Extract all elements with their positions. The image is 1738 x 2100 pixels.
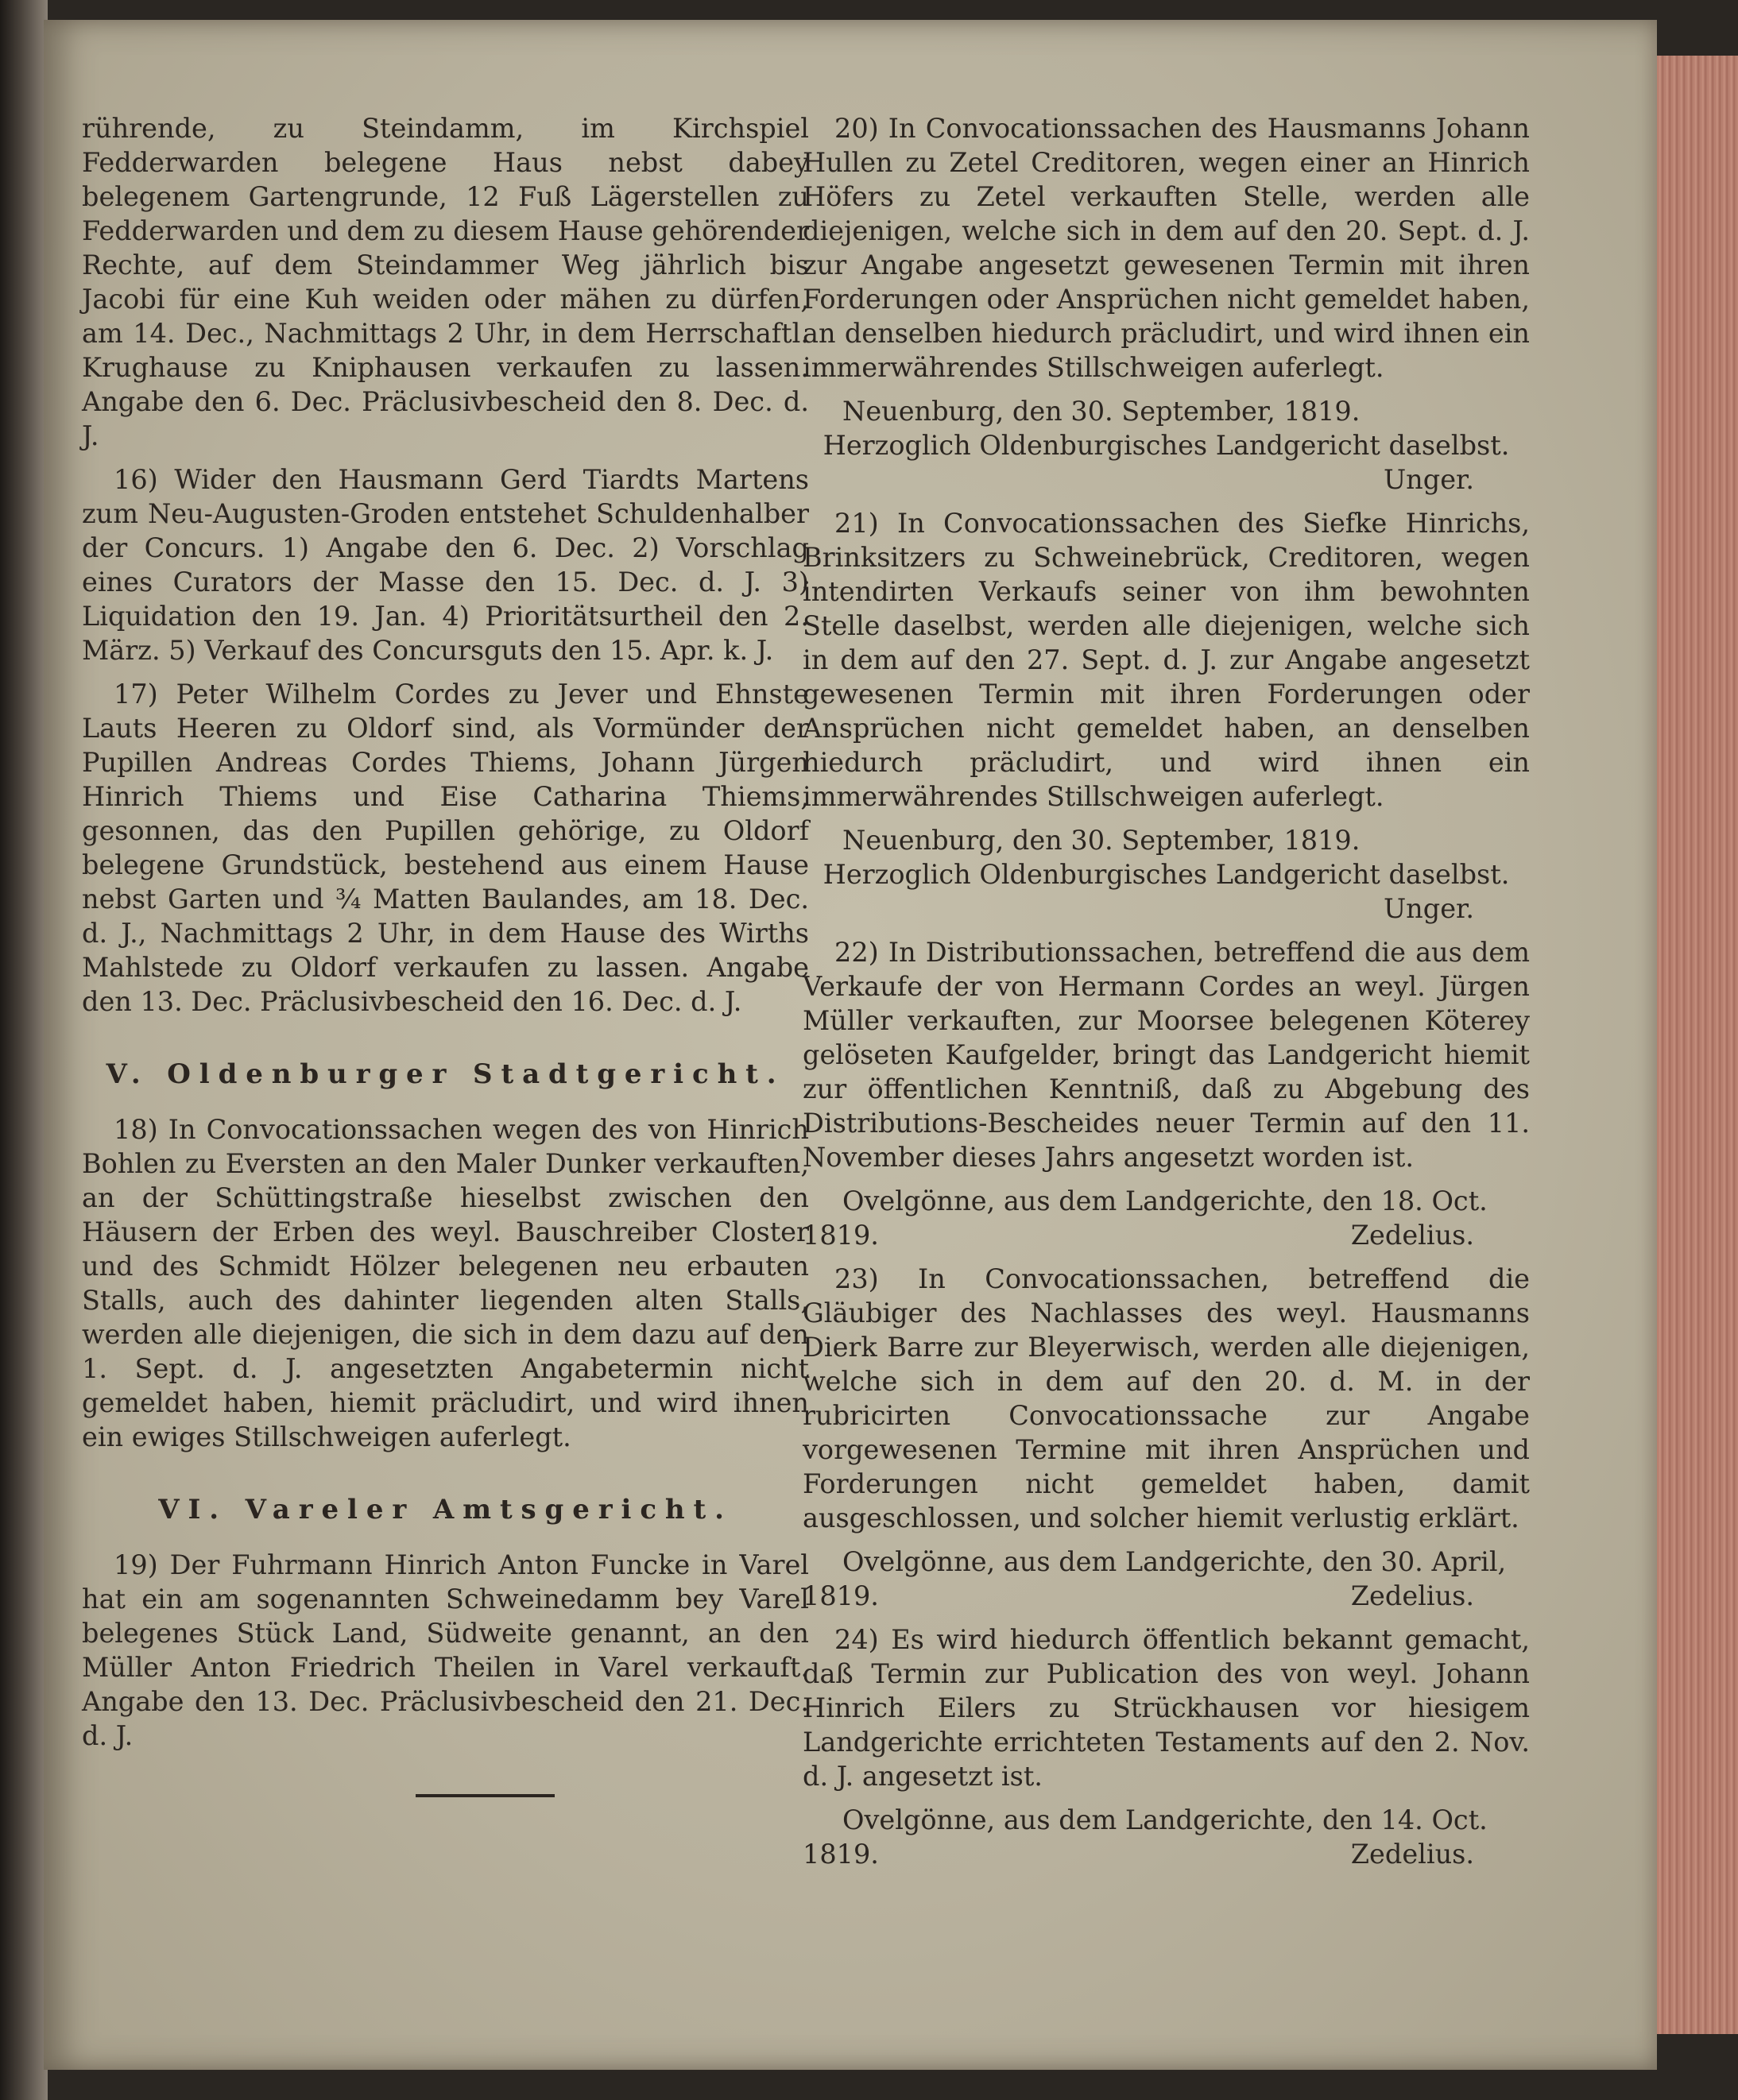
notice-22-year-signature	[803, 1218, 1530, 1252]
notice-23-place-date: Ovelgönne, aus dem Landgerichte, den 30. April,	[842, 1546, 1507, 1577]
section-heading-vi: VI. Vareler Amtsgericht.	[158, 1494, 733, 1526]
notice-17: 17) Peter Wilhelm Cordes zu Jever und Ehnste Lauts Heeren zu Oldorf sind, als Vormünder der Pupillen Andreas Cordes Thiems, Johann Jürgen Hinrich Thiems und Eise Catharina Thiems, gesonnen, das den Pupillen gehörige, zu Oldorf belegene Grundstück, bestehend aus einem Hause nebst Garten und ¾ Matten Baulandes, am 18. Dec. d. J., Nachmittags 2 Uhr, in dem Hause des Wirths Mahlstede zu Oldorf verkaufen zu lassen. Angabe den 13. Dec. Präclusivbescheid den 16. Dec. d. J.	[82, 679, 809, 1017]
notice-22-signature: Zedelius.	[1350, 1220, 1474, 1251]
notice-16: 16) Wider den Hausmann Gerd Tiardts Martens zum Neu-Augusten-Groden entstehet Schuldenhalber der Concurs. 1) Angabe den 6. Dec. 2) Vorschlag eines Curators der Masse den 15. Dec. d. J. 3) Liquidation den 19. Jan. 4) Prioritätsurtheil den 2. März. 5) Verkauf des Concursguts den 15. Apr. k. J.	[82, 464, 809, 666]
notice-20-court: Herzoglich Oldenburgisches Landgericht daselbst.	[823, 430, 1510, 461]
notice-20-signature: Unger.	[1383, 464, 1474, 495]
left-page-gutter	[0, 0, 48, 2100]
notice-19: 19) Der Fuhrmann Hinrich Anton Funcke in Varel hat ein am sogenannten Schweinedamm bey Varel belegenes Stück Land, Südweite genannt, an den Müller Anton Friedrich Theilen in Varel verkauft. Angabe den 13. Dec. Präclusivbescheid den 21. Dec. d. J.	[82, 1549, 809, 1751]
notice-21-signature: Unger.	[1383, 893, 1474, 924]
notice-23-signature: Zedelius.	[1350, 1580, 1474, 1611]
notice-23-year: 1819.	[803, 1580, 879, 1611]
document-page	[44, 20, 1657, 2070]
notice-23-year-signature	[803, 1579, 1530, 1613]
notice-21-court: Herzoglich Oldenburgisches Landgericht daselbst.	[823, 859, 1510, 890]
notice-22: 22) In Distributionssachen, betreffend die aus dem Verkaufe der von Hermann Cordes an weyl. Jürgen Müller verkauften, zur Moorsee belegenen Köterey gelöseten Kaufgelder, bringt das Landgericht hiemit zur öffentlichen Kenntniß, daß zu Abgebung des Distributions-Bescheides neuer Termin auf den 11. November dieses Jahrs angesetzt worden ist.	[803, 937, 1530, 1173]
notice-22-year: 1819.	[803, 1220, 879, 1251]
page-edge-stack	[1649, 56, 1738, 2034]
notice-21: 21) In Convocationssachen des Siefke Hinrichs, Brinksitzers zu Schweinebrück, Creditoren, wegen intendirten Verkaufs seiner von ihm bewohnten Stelle daselbst, werden alle diejenigen, welche sich in dem auf den 27. Sept. d. J. zur Angabe angesetzt gewesenen Termin mit ihren Forderungen oder Ansprüchen nicht gemeldet haben, an denselben hiedurch präcludirt, und wird ihnen ein immerwährendes Stillschweigen auferlegt.	[803, 508, 1530, 812]
notice-20: 20) In Convocationssachen des Hausmanns Johann Hullen zu Zetel Creditoren, wegen einer an Hinrich Höfers zu Zetel verkauften Stelle, werden alle diejenigen, welche sich in dem auf den 20. Sept. d. J. zur Angabe angesetzt gewesenen Termin mit ihren Forderungen oder Ansprüchen nicht gemeldet haben, an denselben hiedurch präcludirt, und wird ihnen ein immerwährendes Stillschweigen auferlegt.	[803, 113, 1530, 383]
right-column	[803, 111, 1530, 1881]
notice-22-place-date: Ovelgönne, aus dem Landgerichte, den 18. Oct.	[842, 1185, 1488, 1216]
section-heading-v: V. Oldenburger Stadtgericht.	[106, 1058, 785, 1090]
notice-23: 23) In Convocationssachen, betreffend die Gläubiger des Nachlasses des weyl. Hausmanns Dierk Barre zur Bleyerwisch, werden alle diejenigen, welche sich in dem auf den 20. d. M. in der rubricirten Convocationssache zur Angabe vorgewesenen Termine mit ihren Ansprüchen und Forderungen nicht gemeldet haben, damit ausgeschlossen, und solcher hiemit verlustig erklärt.	[803, 1263, 1530, 1533]
closing-rule	[416, 1794, 555, 1797]
notice-24-year-signature	[803, 1837, 1530, 1871]
notice-21-place-date: Neuenburg, den 30. September, 1819.	[842, 825, 1361, 856]
notice-18: 18) In Convocationssachen wegen des von Hinrich Bohlen zu Eversten an den Maler Dunker verkauften, an der Schüttingstraße hieselbst zwischen den Häusern der Erben des weyl. Bauschreiber Closter und des Schmidt Hölzer belegenen neu erbauten Stalls, auch des dahinter liegenden alten Stalls, werden alle diejenigen, die sich in dem dazu auf den 1. Sept. d. J. angesetzten Angabetermin nicht gemeldet haben, hiemit präcludirt, und wird ihnen ein ewiges Stillschweigen auferlegt.	[82, 1114, 809, 1452]
notice-24-year: 1819.	[803, 1839, 879, 1870]
notice-20-place-date: Neuenburg, den 30. September, 1819.	[842, 396, 1361, 427]
notice-24: 24) Es wird hiedurch öffentlich bekannt gemacht, daß Termin zur Publication des von weyl. Johann Hinrich Eilers zu Strückhausen vor hiesigem Landgerichte errichteten Testaments auf den 2. Nov. d. J. angesetzt ist.	[803, 1624, 1530, 1792]
notice-24-place-date: Ovelgönne, aus dem Landgerichte, den 14. Oct.	[842, 1804, 1488, 1835]
notice-15-continuation: rührende, zu Steindamm, im Kirchspiel Fedderwarden belegene Haus nebst dabey belegenem Gartengrunde, 12 Fuß Lägerstellen zu Fedderwarden und dem zu diesem Hause gehörender Rechte, auf dem Steindammer Weg jährlich bis Jacobi für eine Kuh weiden oder mähen zu dürfen, am 14. Dec., Nachmittags 2 Uhr, in dem Herrschaftl. Krughause zu Kniphausen verkaufen zu lassen. Angabe den 6. Dec. Präclusivbescheid den 8. Dec. d. J.	[82, 113, 809, 451]
left-column	[82, 111, 809, 1797]
notice-24-signature: Zedelius.	[1350, 1839, 1474, 1870]
